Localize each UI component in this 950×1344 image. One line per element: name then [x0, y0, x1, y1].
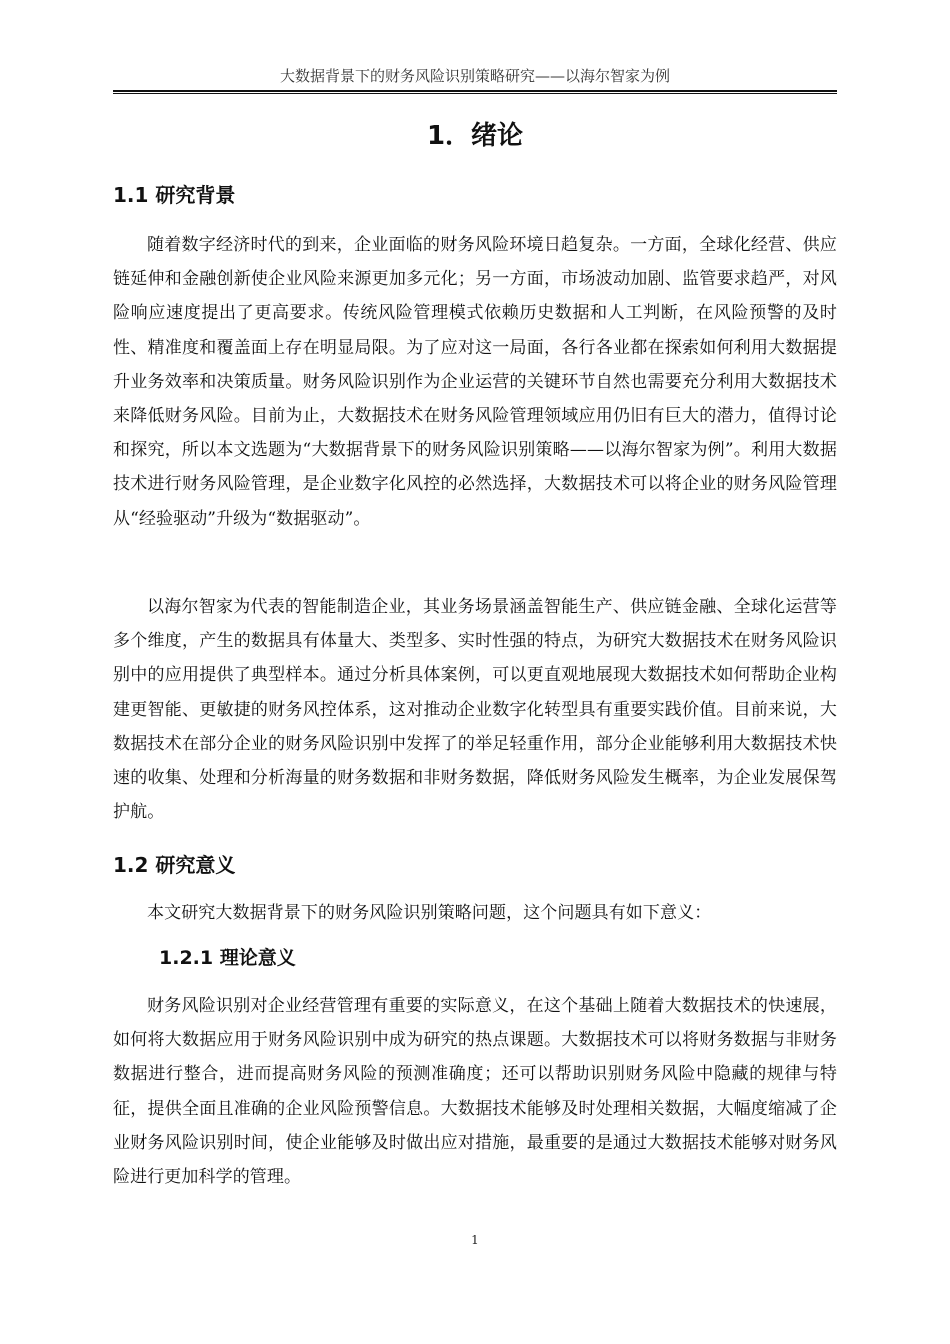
paragraph-research-background-1: 随着数字经济时代的到来，企业面临的财务风险环境日趋复杂。一方面，全球化经营、供应链延伸和金融创新使企业风险来源更加多元化；另一方面，市场波动加剧、监管要求趋严，对风险响应速度提出了更高要求。传统风险管理模式依赖历史数据和人工判断，在风险预警的及时性、精准度和覆盖面上存在明显局限。为了应对这一局面，各行各业都在探索如何利用大数据提升业务效率和决策质量。财务风险识别作为企业运营的关键环节自然也需要充分利用大数据技术来降低财务风险。目前为止，大数据技术在财务风险管理领域应用仍旧有巨大的潜力，值得讨论和探究，所以本文选题为“大数据背景下的财务风险识别策略——以海尔智家为例”。利用大数据技术进行财务风险管理，是企业数字化风控的必然选择，大数据技术可以将企业的财务风险管理从“经验驱动”升级为“数据驱动”。 [113, 235, 837, 529]
paragraph-research-significance: 本文研究大数据背景下的财务风险识别策略问题，这个问题具有如下意义： [147, 903, 712, 923]
subsection-heading-1-2-1: 1.2.1 理论意义 [159, 947, 296, 969]
section-heading-1-2: 1.2 研究意义 [113, 853, 236, 877]
header-rule [113, 90, 837, 94]
paragraph-theoretical-significance: 财务风险识别对企业经营管理有重要的实际意义，在这个基础上随着大数据技术的快速展，如何将大数据应用于财务风险识别中成为研究的热点课题。大数据技术可以将财务数据与非财务数据进行整合，进而提高财务风险的预测准确度；还可以帮助识别财务风险中隐藏的规律与特征，提供全面且准确的企业风险预警信息。大数据技术能够及时处理相关数据，大幅度缩减了企业财务风险识别时间，使企业能够及时做出应对措施，最重要的是通过大数据技术能够对财务风险进行更加科学的管理。 [113, 996, 837, 1188]
section-heading-1-1: 1.1 研究背景 [113, 183, 236, 207]
chapter-title: 1．绪论 [426, 121, 524, 151]
paragraph-research-background-2: 以海尔智家为代表的智能制造企业，其业务场景涵盖智能生产、供应链金融、全球化运营等多个维度，产生的数据具有体量大、类型多、实时性强的特点，为研究大数据技术在财务风险识别中的应用提供了典型样本。通过分析具体案例，可以更直观地展现大数据技术如何帮助企业构建更智能、更敏捷的财务风控体系，这对推动企业数字化转型具有重要实践价值。目前来说，大数据技术在部分企业的财务风险识别中发挥了的举足轻重作用，部分企业能够利用大数据技术快速的收集、处理和分析海量的财务数据和非财务数据，降低财务风险发生概率，为企业发展保驾护航。 [113, 597, 837, 823]
running-header: 大数据背景下的财务风险识别策略研究——以海尔智家为例 [279, 67, 670, 85]
page-number: 1 [471, 1233, 479, 1247]
